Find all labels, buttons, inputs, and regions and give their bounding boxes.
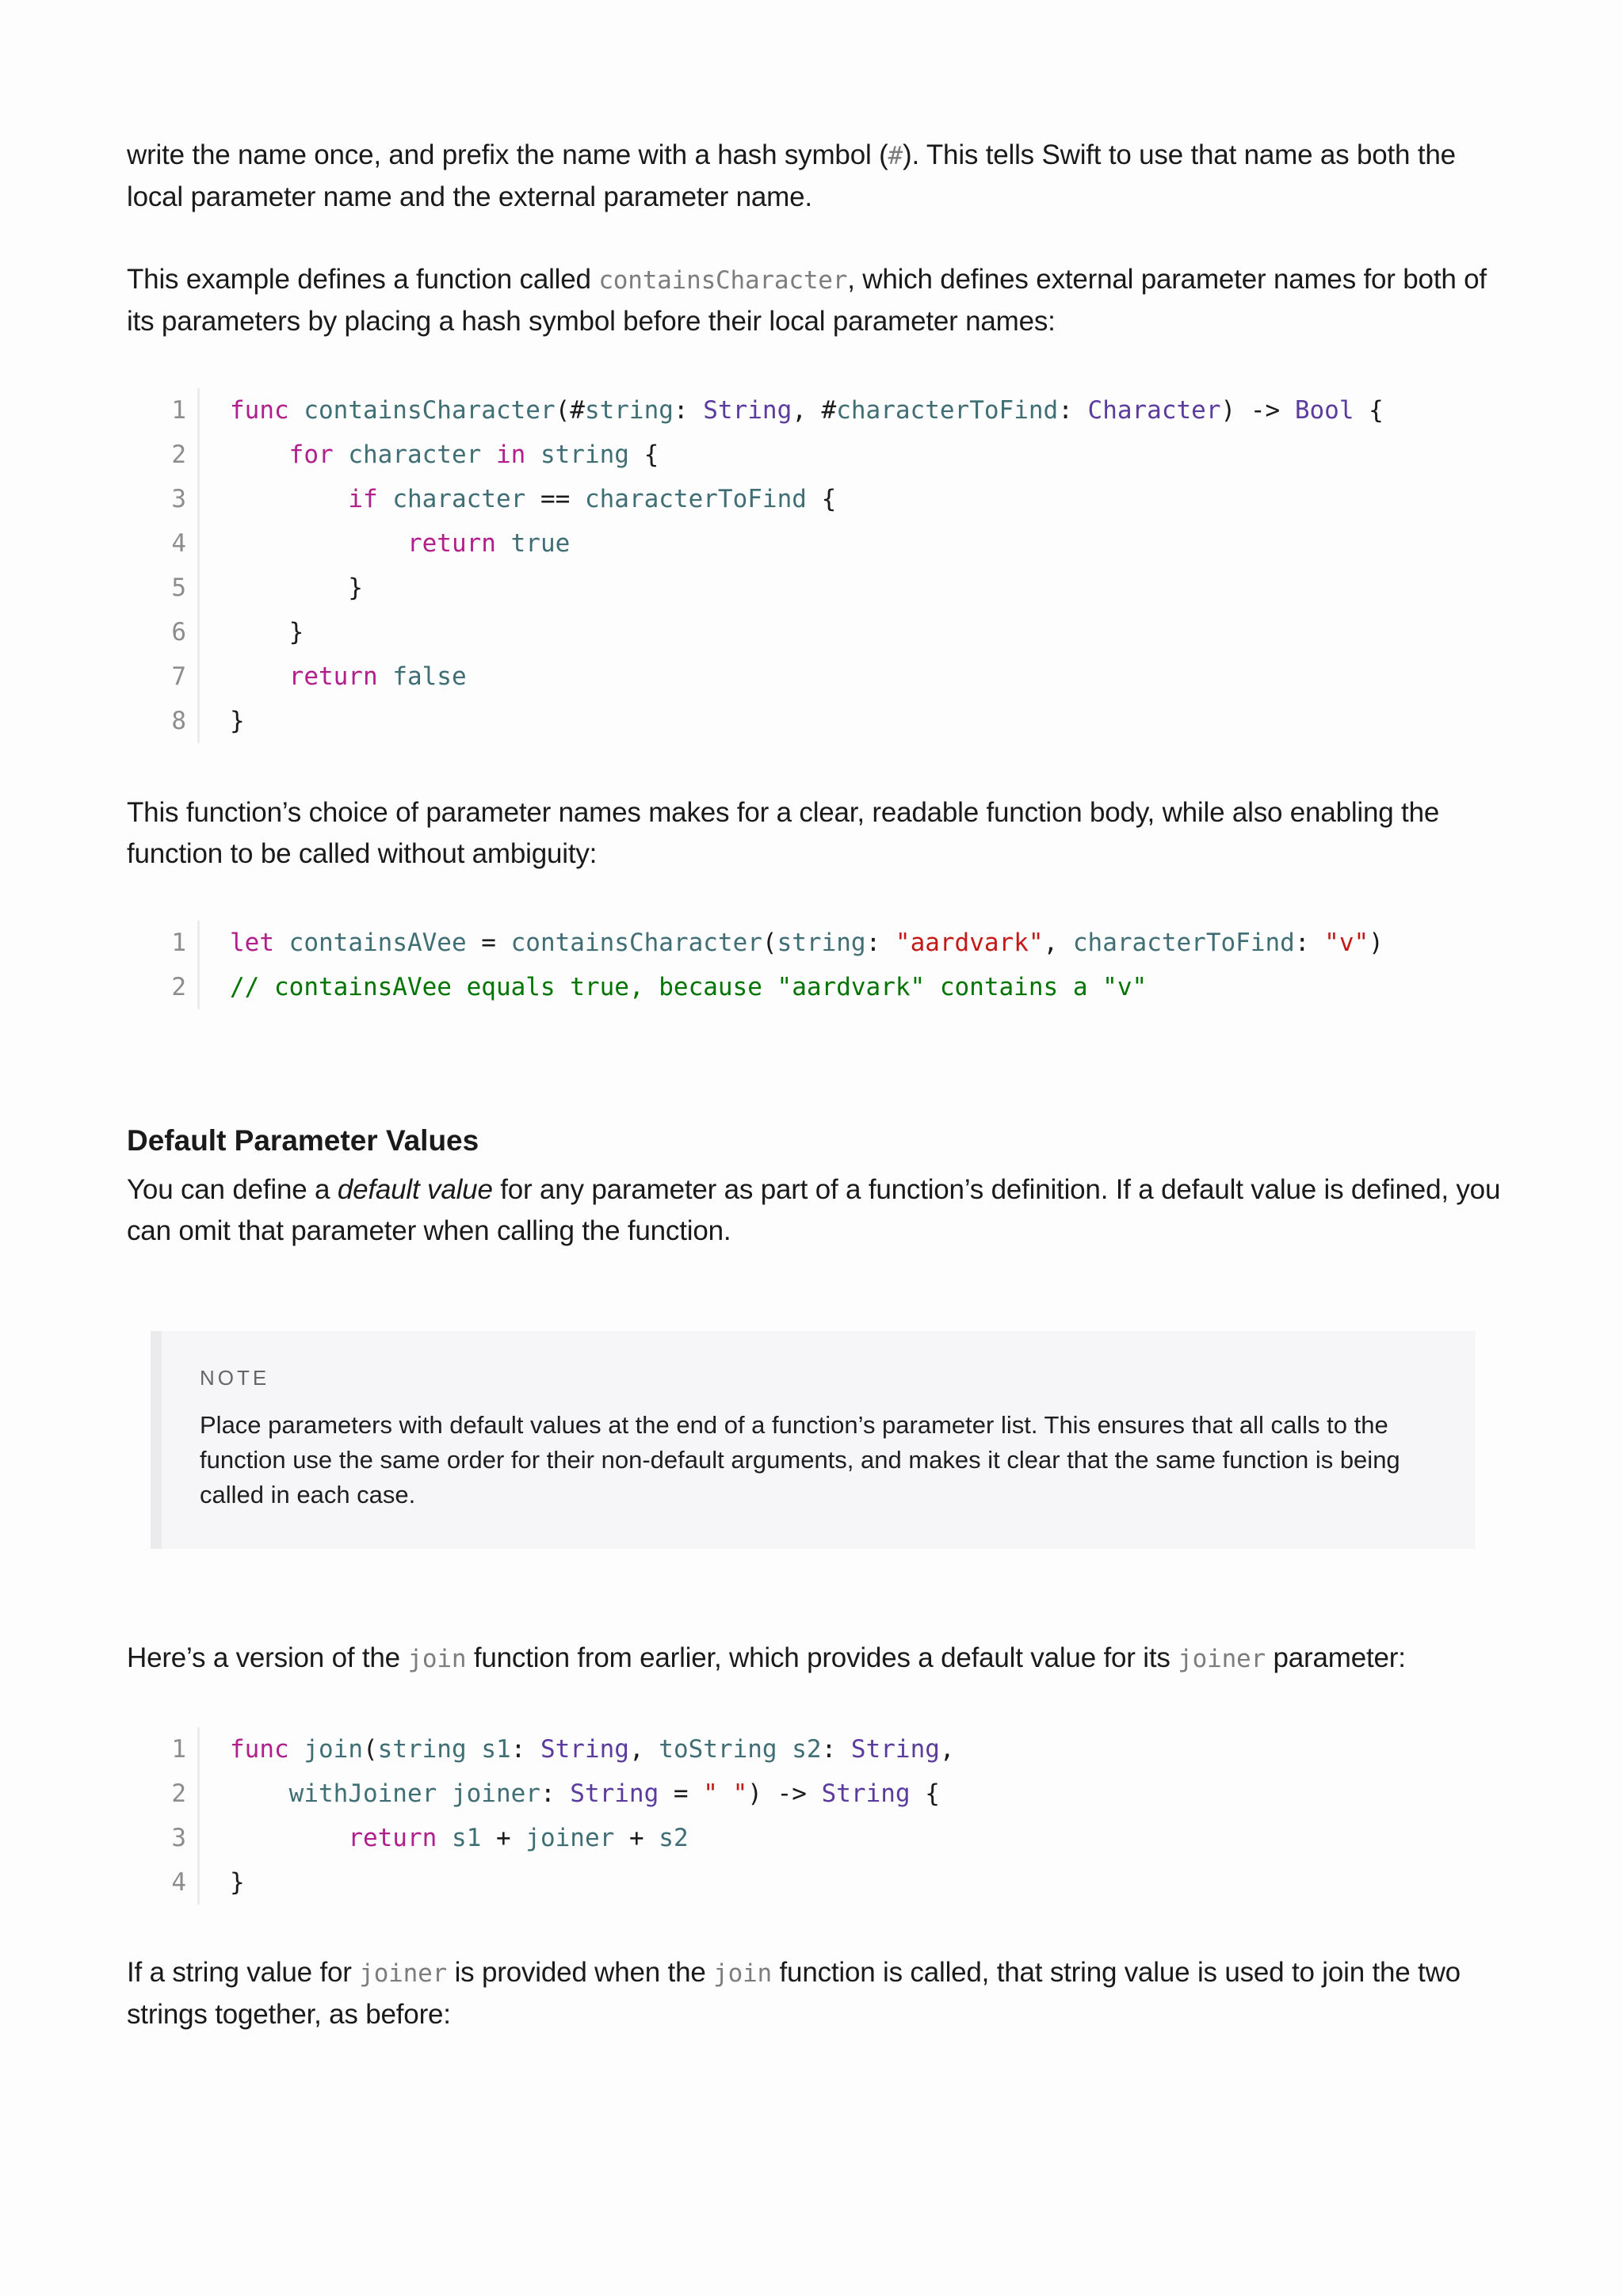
code-token: // containsAVee equals true, because "aardvark" contains a "v"	[230, 973, 1148, 1001]
code-token	[378, 485, 393, 513]
line-number-gutter	[144, 921, 200, 1009]
code-token: containsCharacter	[304, 396, 556, 425]
code-token	[289, 396, 304, 425]
code-line	[230, 566, 1384, 610]
line-number: 3	[171, 485, 186, 513]
paragraph-readable-body: This function’s choice of parameter names makes for a clear, readable function body, while also enabling the function to be called without ambiguity:	[127, 797, 1440, 869]
code-token	[378, 662, 393, 691]
paragraph-text: If a string value for	[127, 1957, 360, 1988]
code-token	[481, 441, 496, 469]
code-token: , #	[792, 396, 837, 425]
code-token: string	[377, 1735, 467, 1764]
code-block-call-example	[144, 921, 1506, 1009]
line-number: 8	[171, 707, 186, 735]
code-token: }	[230, 574, 363, 602]
line-number: 5	[171, 574, 186, 602]
code-token: String	[540, 1735, 629, 1764]
code-line	[230, 699, 1384, 743]
line-number-gutter	[144, 388, 200, 743]
document-page	[127, 135, 1506, 2035]
line-number: 2	[171, 973, 186, 1001]
code-token: String	[821, 1779, 911, 1808]
code-token: ) ->	[1220, 396, 1295, 425]
code-token: let	[230, 929, 274, 957]
code-token: s1	[451, 1824, 482, 1852]
code-token: true	[510, 529, 571, 558]
code-token: {	[806, 485, 837, 513]
code-lines	[200, 1727, 955, 1905]
code-token: return	[407, 529, 496, 558]
code-token: in	[495, 441, 526, 469]
code-token: string	[777, 929, 866, 957]
code-token: :	[821, 1735, 851, 1764]
code-token: (	[762, 929, 777, 957]
code-token: s2	[659, 1824, 689, 1852]
code-token: Bool	[1294, 396, 1354, 425]
code-token: withJoiner	[288, 1779, 437, 1808]
code-token	[274, 929, 289, 957]
code-token	[777, 1735, 792, 1764]
line-number: 3	[171, 1824, 186, 1852]
code-token	[230, 441, 289, 469]
code-token: String	[850, 1735, 940, 1764]
code-token: Character	[1087, 396, 1221, 425]
code-token: +	[481, 1824, 526, 1852]
code-token: :	[1294, 929, 1325, 957]
code-token: if	[348, 485, 378, 513]
code-block-join-function	[144, 1727, 1506, 1905]
code-token: " "	[703, 1779, 748, 1808]
code-token: =	[466, 929, 511, 957]
code-token: func	[230, 1735, 289, 1764]
note-text: Place parameters with default values at the end of a function’s parameter list. This ensures that all calls to the function use the same order for their non-default arguments, and makes it clear that the same function is being called in each case.	[200, 1411, 1400, 1508]
inline-code: joiner	[359, 1959, 448, 1988]
code-token	[437, 1824, 452, 1852]
code-line	[230, 965, 1384, 1009]
code-token: containsCharacter	[510, 929, 762, 957]
code-token: :	[673, 396, 704, 425]
code-token: ,	[939, 1735, 955, 1764]
code-token: (#	[555, 396, 585, 425]
code-block-contains-character	[144, 388, 1506, 743]
code-line	[230, 477, 1384, 521]
code-token: s2	[792, 1735, 822, 1764]
code-token: joiner	[451, 1779, 540, 1808]
code-lines	[200, 921, 1384, 1009]
code-token: +	[614, 1824, 659, 1852]
line-number: 2	[171, 1779, 186, 1808]
code-token	[496, 529, 511, 558]
inline-code: joiner	[1178, 1645, 1266, 1673]
code-token: :	[1058, 396, 1088, 425]
code-token: =	[659, 1779, 704, 1808]
code-token: toString	[659, 1735, 777, 1764]
line-number: 4	[171, 529, 186, 558]
code-token: string	[584, 396, 674, 425]
line-number: 4	[171, 1868, 186, 1897]
paragraph-default-value	[127, 1169, 1506, 1252]
code-token: {	[1354, 396, 1384, 425]
code-token	[230, 662, 289, 691]
paragraph-text: , which defines external parameter names for both of its parameters by placing a hash symbol before their local parameter names:	[127, 264, 1487, 337]
code-token	[230, 1779, 289, 1808]
code-token	[437, 1779, 452, 1808]
code-token: ) ->	[747, 1779, 822, 1808]
code-token	[334, 441, 349, 469]
paragraph-text: This example defines a function called	[127, 264, 599, 295]
code-token: s1	[481, 1735, 511, 1764]
paragraph-text: function from earlier, which provides a default value for its	[466, 1642, 1178, 1673]
code-token: String	[570, 1779, 659, 1808]
code-token: false	[392, 662, 467, 691]
code-token: ==	[525, 485, 585, 513]
code-token	[230, 529, 407, 558]
section-heading-default-parameter-values: Default Parameter Values	[127, 1124, 479, 1157]
paragraph-hash-prefix	[127, 135, 1506, 218]
code-token	[230, 485, 348, 513]
code-line	[230, 388, 1384, 433]
code-token: "aardvark"	[895, 929, 1044, 957]
code-token	[467, 1735, 482, 1764]
paragraph-text: You can define a	[127, 1174, 338, 1205]
paragraph-text: is provided when the	[447, 1957, 714, 1988]
code-line	[230, 1860, 955, 1905]
code-line	[230, 610, 1384, 654]
code-token: ,	[628, 1735, 659, 1764]
code-token: for	[288, 441, 334, 469]
code-token	[230, 1824, 348, 1852]
code-token: character	[392, 485, 526, 513]
code-token: {	[910, 1779, 940, 1808]
line-number: 7	[171, 662, 186, 691]
line-number-gutter	[144, 1727, 200, 1905]
inline-code: join	[713, 1959, 772, 1988]
code-token: string	[540, 441, 629, 469]
code-token: :	[540, 1779, 571, 1808]
code-token: func	[230, 396, 289, 425]
paragraph-text: write the name once, and prefix the name with a hash symbol (	[127, 139, 888, 170]
code-token: character	[348, 441, 482, 469]
inline-code: containsCharacter	[598, 266, 848, 295]
code-token: containsAVee	[288, 929, 467, 957]
code-token: characterToFind	[836, 396, 1059, 425]
code-line	[230, 433, 1384, 477]
code-token: )	[1369, 929, 1384, 957]
code-token: }	[230, 707, 245, 735]
paragraph-join-version	[127, 1638, 1506, 1680]
paragraph-text: function is called, that string value is used to join the two strings together, as before:	[127, 1957, 1461, 2030]
line-number: 6	[171, 618, 186, 646]
emphasis-text: default value	[337, 1174, 493, 1205]
note-title: NOTE	[200, 1366, 270, 1390]
code-token: }	[230, 1868, 245, 1897]
code-token: join	[304, 1735, 363, 1764]
inline-code: #	[888, 142, 903, 170]
code-token: :	[510, 1735, 540, 1764]
code-token: }	[230, 618, 304, 646]
code-line	[230, 1816, 955, 1860]
paragraph-text: ). This tells Swift to use that name as both the local parameter name and the external parameter name.	[127, 139, 1456, 212]
code-token: :	[865, 929, 896, 957]
code-line	[230, 654, 1384, 699]
code-token: {	[628, 441, 659, 469]
code-token: "v"	[1324, 929, 1369, 957]
code-token: joiner	[525, 1824, 615, 1852]
code-line	[230, 1772, 955, 1816]
code-token: return	[288, 662, 378, 691]
note-callout	[151, 1331, 1476, 1549]
paragraph-joiner-provided	[127, 1952, 1506, 2035]
code-token: (	[362, 1735, 378, 1764]
paragraph-example-intro	[127, 259, 1506, 342]
paragraph-text: for any parameter as part of a function’s definition. If a default value is defined, you can omit that parameter when calling the function.	[127, 1174, 1501, 1246]
code-token: characterToFind	[1072, 929, 1295, 957]
paragraph-text: parameter:	[1265, 1642, 1406, 1673]
line-number: 1	[171, 929, 186, 957]
line-number: 1	[171, 1735, 186, 1764]
inline-code: join	[407, 1645, 467, 1673]
code-token: ,	[1043, 929, 1073, 957]
line-number: 1	[171, 396, 186, 425]
code-token: String	[703, 396, 792, 425]
code-lines	[200, 388, 1384, 743]
code-line	[230, 1727, 955, 1772]
code-token	[289, 1735, 304, 1764]
paragraph-text: Here’s a version of the	[127, 1642, 408, 1673]
code-line	[230, 521, 1384, 566]
code-token	[525, 441, 540, 469]
code-token: characterToFind	[584, 485, 807, 513]
line-number: 2	[171, 441, 186, 469]
code-line	[230, 921, 1384, 965]
code-token: return	[348, 1824, 437, 1852]
